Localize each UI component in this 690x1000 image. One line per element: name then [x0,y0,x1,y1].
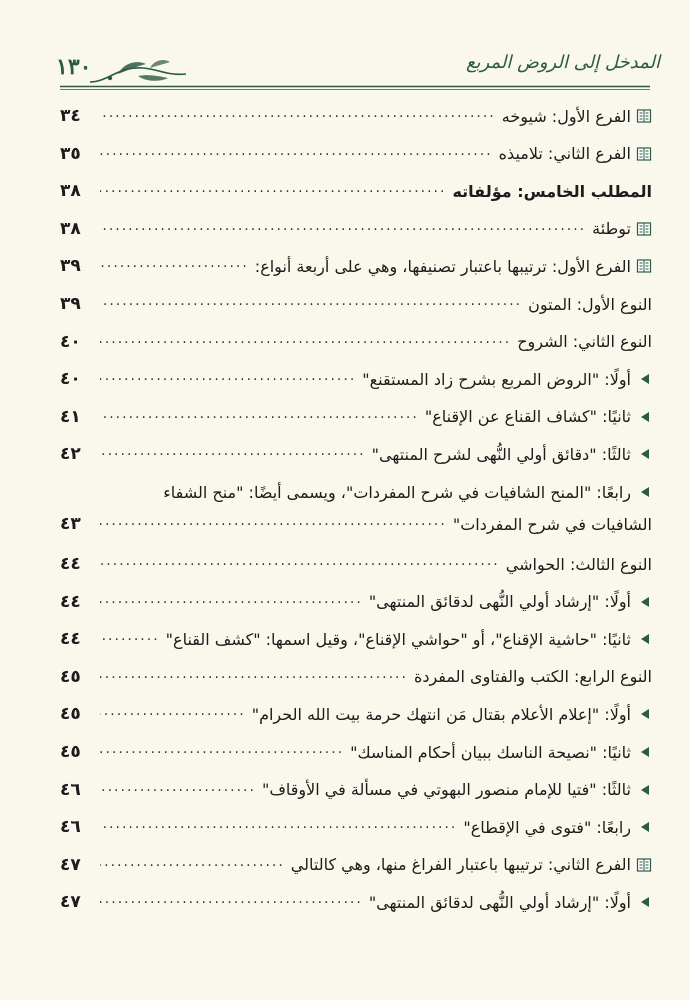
dot-leader [100,736,350,768]
toc-entry[interactable] [60,774,652,806]
triangle-bullet-icon [636,744,652,760]
triangle-bullet-icon [636,409,652,425]
header-rule [60,85,650,91]
dot-leader [100,401,425,433]
toc-entry[interactable] [60,100,652,132]
toc-entry-title: ثالثًا: "دقائق أولي النُّهى لشرح المنتهى" [371,444,631,464]
dot-leader [100,138,499,170]
toc-entry-title: ثانيًا: "كشاف القناع عن الإقناع" [424,407,631,427]
toc-entry[interactable] [60,476,652,540]
toc-page-number: ٣٩ [60,256,81,277]
toc-entry[interactable] [60,250,652,282]
toc-entry-title: النوع الثالث: الحواشي [505,554,652,574]
dot-leader [100,326,517,358]
toc-entry-title: النوع الأول: المتون [528,294,652,314]
toc-page-number: ٤٥ [60,742,81,762]
toc-page-number: ٤٤ [60,554,81,574]
toc-entry-title: أولًا: "الروض المربع بشرح زاد المستقنع" [362,369,631,389]
toc-entry[interactable] [60,811,652,843]
floral-ornament-icon [88,56,188,88]
dot-leader [100,886,369,918]
toc-entry[interactable] [60,849,652,881]
toc-entry-title: الفرع الأول: ترتيبها باعتبار تصنيفها، وهي على أربعة أنواع: [254,256,631,276]
dot-leader [100,548,506,580]
toc-entry[interactable] [60,401,652,433]
book-icon [636,258,652,274]
toc-entry-title: المطلب الخامس: مؤلفاته [452,181,652,201]
toc-page-number: ٤٤ [60,591,81,612]
dot-leader [100,250,255,282]
toc-entry-title: رابعًا: "فتوى في الإقطاع" [463,817,631,837]
toc-entry-title: النوع الرابع: الكتب والفتاوى المفردة [413,667,652,687]
toc-page-number: ٣٤ [60,106,81,126]
page-number: ١٣٠ [56,54,92,80]
toc-page-number: ٤٢ [60,444,81,465]
dot-leader [100,438,372,470]
dot-leader [100,363,362,395]
toc-page-number: ٤٦ [60,817,81,838]
toc-entry[interactable] [60,213,652,245]
triangle-bullet-icon [636,894,652,910]
book-icon [636,221,652,237]
dot-leader [100,175,452,207]
dot-leader [100,213,592,245]
book-icon [636,857,652,873]
toc-entry[interactable] [60,326,652,358]
toc-entry-title: النوع الثاني: الشروح [517,332,652,352]
dot-leader [100,586,369,618]
toc-entry-title: أولًا: "إرشاد أولي النُّهى لدقائق المنتهى" [368,892,631,912]
toc-entry[interactable] [60,623,652,655]
toc-entry-title: الفرع الأول: شيوخه [501,106,631,126]
dot-leader [100,811,463,843]
triangle-bullet-icon [636,371,652,387]
toc-page-number: ٣٩ [60,294,81,314]
book-icon [636,146,652,162]
dot-leader [100,698,252,730]
toc-page-number: ٣٥ [60,143,81,164]
dot-leader [100,849,291,881]
toc-entry-title: ثانيًا: "نصيحة الناسك ببيان أحكام المناسك" [350,742,631,762]
toc-entry-title: ثانيًا: "حاشية الإقناع"، أو "حواشي الإقناع"، وقيل اسمها: "كشف القناع" [165,629,631,649]
dot-leader [100,774,262,806]
toc-page-number: ٤٧ [60,854,81,875]
toc-entry-title: الفرع الثاني: ترتيبها باعتبار الفراغ منها، وهي كالتالي [290,855,631,875]
toc-page-number: ٤٦ [60,779,81,800]
dot-leader [100,661,414,693]
toc-entry[interactable] [60,548,652,580]
toc-entry[interactable] [60,175,652,207]
toc-page-number: ٤١ [60,406,81,427]
toc-entry[interactable] [60,288,652,320]
toc-entry[interactable] [60,698,652,730]
toc-entry-title: أولًا: "إرشاد أولي النُّهى لدقائق المنتهى" [368,592,631,612]
toc-entry-title: الشافيات في شرح المفردات" [452,514,652,534]
triangle-bullet-icon [636,446,652,462]
running-title: المدخل إلى الروض المربع [465,52,660,73]
toc-page-number: ٤٣ [60,514,81,534]
toc-entry-title: ثالثًا: "فتيا للإمام منصور البهوتي في مسألة في الأوقاف" [261,780,631,800]
triangle-bullet-icon [636,782,652,798]
toc-entry-title: رابعًا: "المنح الشافيات في شرح المفردات"، ويسمى أيضًا: "منح الشفاء [163,482,631,502]
toc-entry[interactable] [60,138,652,170]
toc-page-number: ٣٨ [60,181,81,202]
toc-entry[interactable] [60,736,652,768]
toc-page-number: ٤٥ [60,704,81,725]
dot-leader [100,100,502,132]
toc-page-number: ٣٨ [60,218,81,239]
book-icon [636,108,652,124]
toc-entry[interactable] [60,586,652,618]
toc-entry[interactable] [60,661,652,693]
triangle-bullet-icon [636,594,652,610]
toc-page-number: ٤٥ [60,666,81,687]
triangle-bullet-icon [636,631,652,647]
toc-entry-title: أولًا: "إعلام الأعلام بقتال مَن انتهك حرمة بيت الله الحرام" [251,704,631,724]
toc-page-number: ٤٠ [60,331,81,352]
toc-entry[interactable] [60,363,652,395]
toc-entry[interactable] [60,886,652,918]
toc-entry[interactable] [60,438,652,470]
dot-leader [100,288,528,320]
dot-leader [100,623,166,655]
dot-leader [100,508,453,540]
triangle-bullet-icon [636,819,652,835]
triangle-bullet-icon [636,706,652,722]
toc-page-number: ٤٧ [60,892,81,913]
toc-entry-title: الفرع الثاني: تلاميذه [498,144,631,164]
toc-page-number: ٤٠ [60,369,81,390]
triangle-bullet-icon [636,484,652,500]
toc-page-number: ٤٤ [60,629,81,650]
toc-entry-title: توطئة [592,219,631,239]
